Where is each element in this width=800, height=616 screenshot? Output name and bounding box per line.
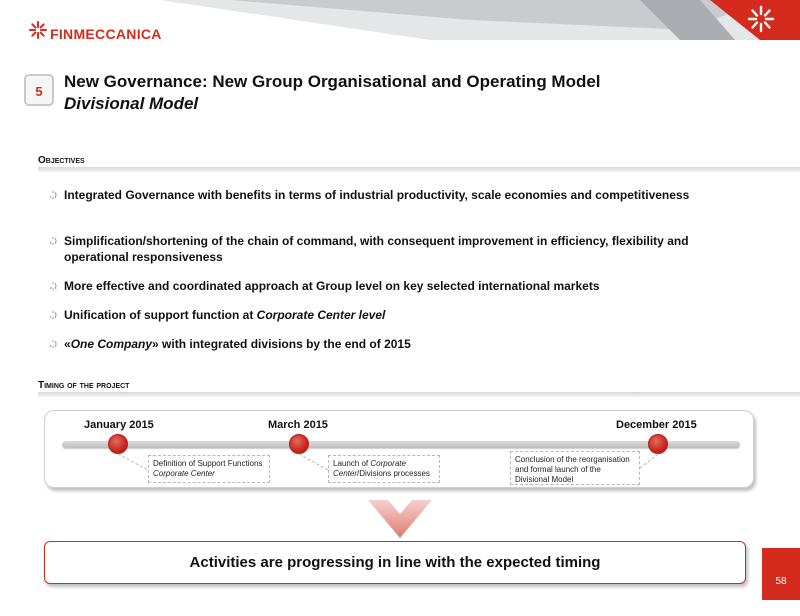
milestone-date: January 2015 [84,419,154,431]
objective-text: Simplification/shortening of the chain of command, with consequent improvement in efficiency, flexibility and operational responsiveness [64,234,689,264]
chevron-down-icon [368,500,432,538]
conclusion-box: Activities are progressing in line with the expected timing [44,541,746,584]
timing-heading: Timing of the project [38,380,130,391]
objective-text: Integrated Governance with benefits in terms of industrial productivity, scale economies and competitiveness [64,188,690,202]
objective-text: Unification of support function at Corporate Center level [64,308,386,322]
slide-number-badge: 5 [24,74,54,106]
page-number: 58 [762,548,800,600]
page-title: New Governance: New Group Organisational and Operating Model [64,72,601,91]
milestone-note: Conclusion of the reorganisation and formal launch of the Divisional Model [510,451,640,485]
objectives-heading: Objectives [38,155,85,166]
milestone-date: December 2015 [616,419,697,431]
milestone-note: Definition of Support Functions Corporate Center [148,455,270,483]
objective-text: «One Company» with integrated divisions by the end of 2015 [64,337,411,351]
page-subtitle: Divisional Model [64,94,199,113]
objective-text: More effective and coordinated approach at Group level on key selected international markets [64,279,600,293]
milestone-date: March 2015 [268,419,328,431]
milestone-note: Launch of Corporate Center/Divisions processes [328,455,440,483]
logo-text: FINMECCANICA [50,26,162,42]
